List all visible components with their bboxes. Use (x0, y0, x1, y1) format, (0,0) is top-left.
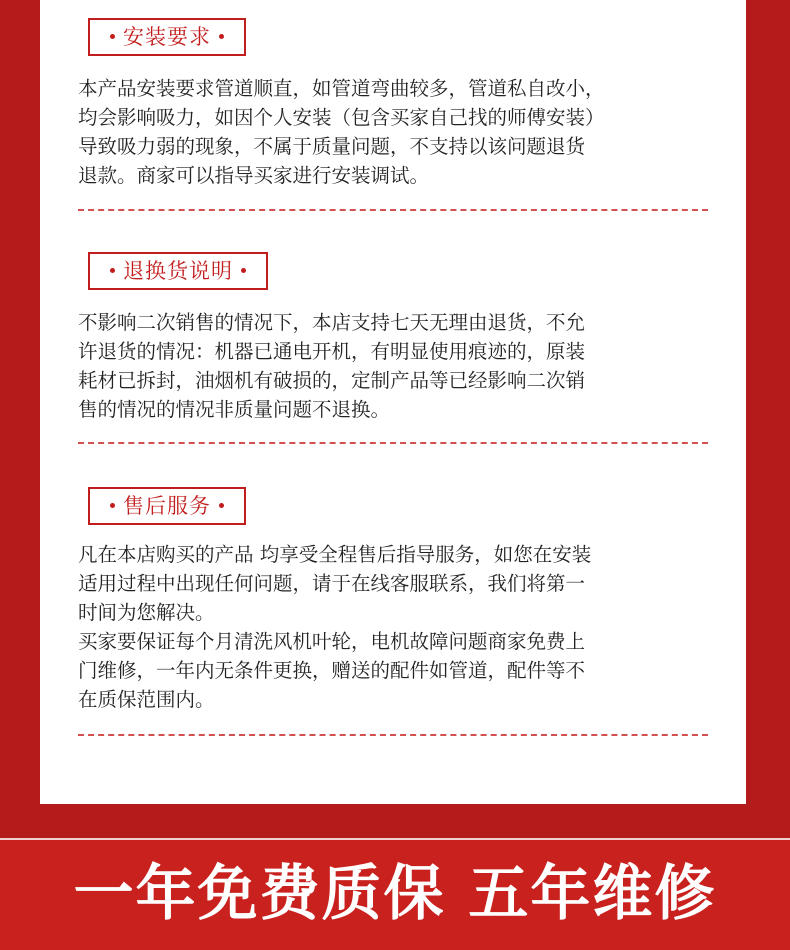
section-label-after-sales: 售后服务 (88, 487, 246, 525)
warranty-slogan: 一年免费质保 五年维修 (73, 859, 717, 929)
bullet-dot-icon (241, 268, 246, 273)
section-text-returns: 不影响二次销售的情况下，本店支持七天无理由退货，不允 许退货的情况：机器已通电开机，有明显使用痕迹的，原装 耗材已拆封，油烟机有破损的，定制产品等已经影响二次销 售的情况的情况非质量问题不退换。 (78, 311, 586, 421)
section-text-install: 本产品安装要求管道顺直，如管道弯曲较多，管道私自改小， 均会影响吸力，如因个人安装（包含买家自己找的师傅安装） 导致吸力弱的现象，不属于质量问题，不支持以该问题退货 退款。商家可以指导买家进行安装调试。 (78, 77, 605, 187)
bullet-dot-icon (110, 268, 115, 273)
dashed-divider (78, 209, 708, 211)
section-label-returns: 退换货说明 (88, 252, 268, 290)
bullet-dot-icon (110, 34, 115, 39)
section-text-after-sales: 凡在本店购买的产品 均享受全程售后指导服务，如您在安装 适用过程中出现任何问题，请于在线客服联系，我们将第一 时间为您解决。 买家要保证每个月清洗风机叶轮，电机故障问题商家免费上 门维修，一年内无条件更换，赠送的配件如管道，配件等不 在质保范围内。 (78, 543, 592, 711)
section-label-install: 安装要求 (88, 18, 246, 56)
dashed-divider (78, 734, 708, 736)
dashed-divider (78, 442, 708, 444)
bullet-dot-icon (219, 503, 224, 508)
warranty-banner (0, 838, 790, 950)
content-panel (40, 0, 746, 804)
bullet-dot-icon (219, 34, 224, 39)
bullet-dot-icon (110, 503, 115, 508)
